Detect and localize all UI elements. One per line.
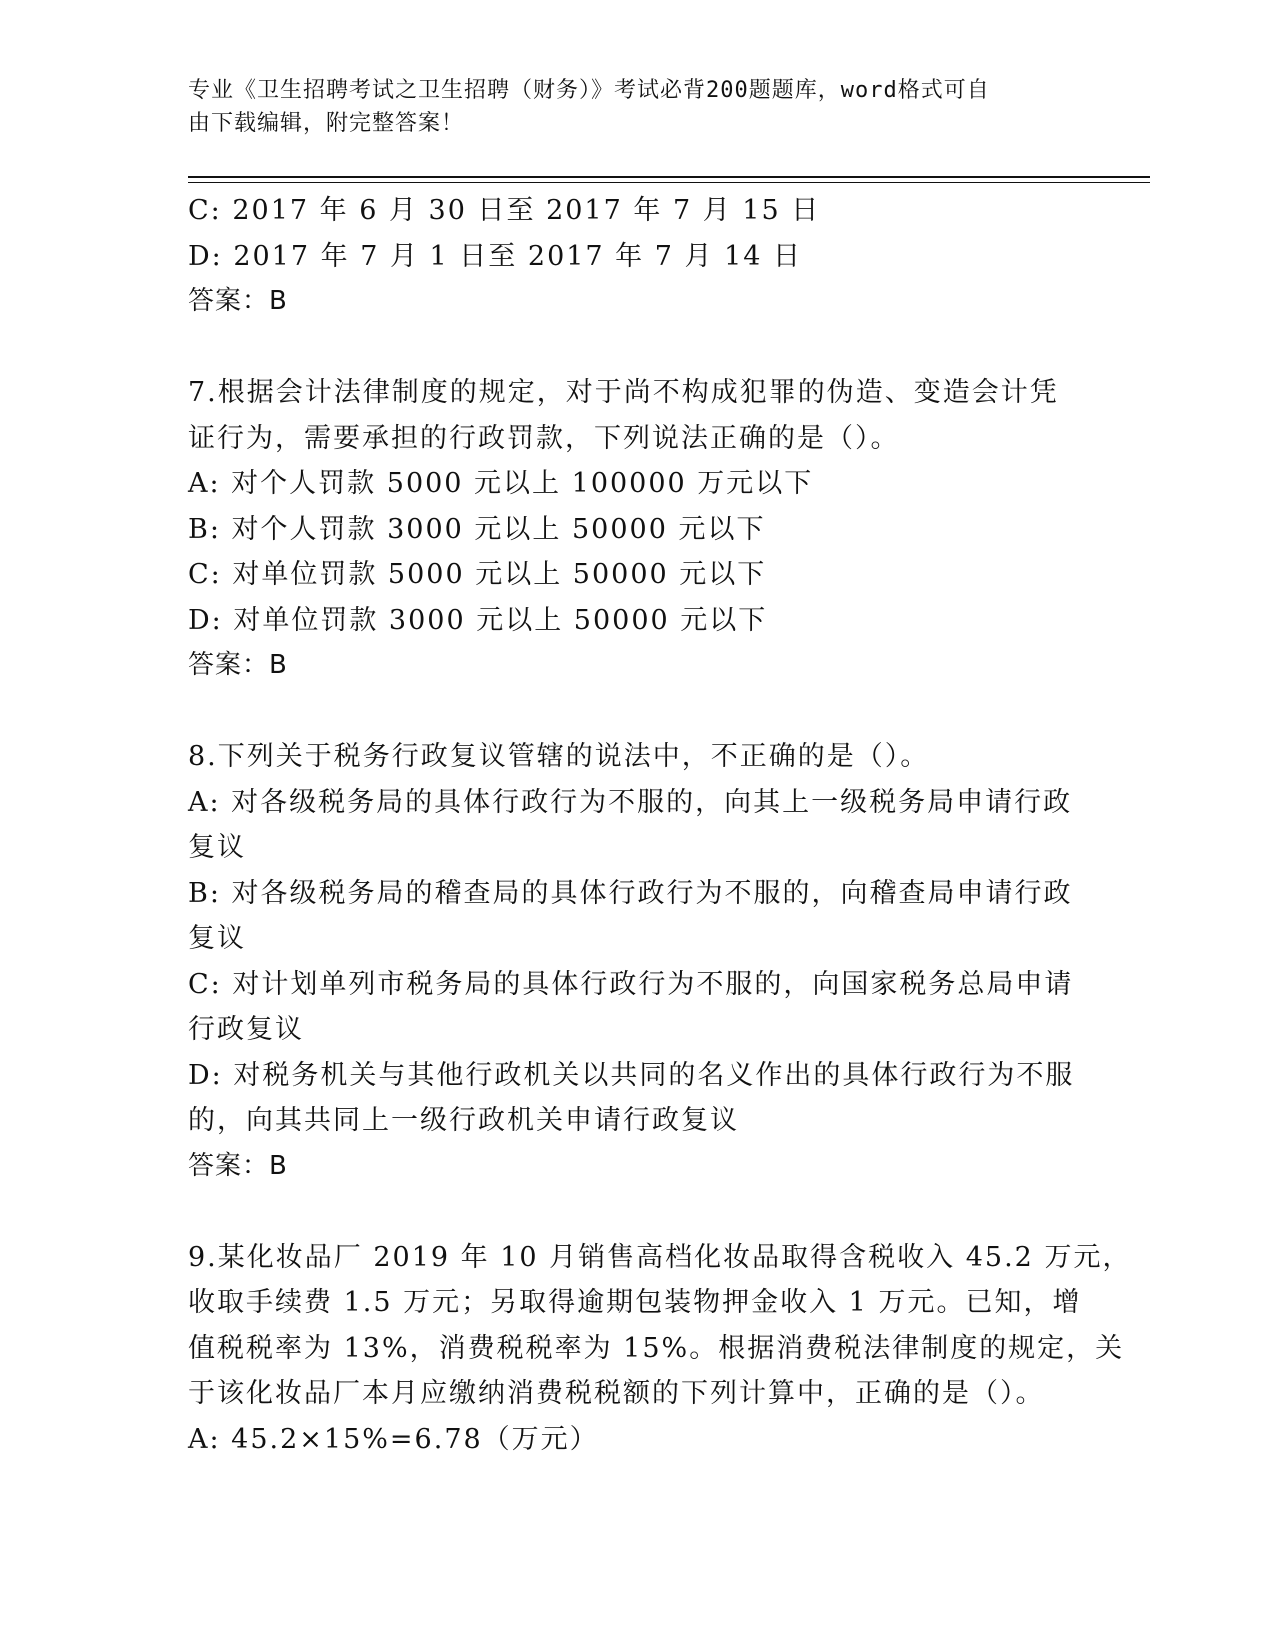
question-7 [188, 370, 1088, 689]
spacer [188, 325, 1088, 371]
header-line-1: 专业《卫生招聘考试之卫生招聘（财务）》考试必背200题题库，word格式可自 [188, 78, 990, 103]
q9-stem-line-2: 收取手续费 1.5 万元；另取得逾期包装物押金收入 1 万元。已知，增 [188, 1287, 1082, 1318]
question-6 [188, 188, 1088, 325]
q6-answer: 答案：B [188, 286, 288, 316]
header-divider-thick [188, 176, 1150, 178]
q7-option-c: C: 对单位罚款 5000 元以上 50000 元以下 [188, 559, 767, 590]
q7-stem-line-1: 7.根据会计法律制度的规定，对于尚不构成犯罪的伪造、变造会计凭 [188, 377, 1059, 408]
q8-option-a-line-2: 复议 [188, 832, 246, 863]
question-8 [188, 734, 1088, 1189]
document-header [188, 74, 1088, 140]
q6-option-d: D: 2017 年 7 月 1 日至 2017 年 7 月 14 日 [188, 240, 803, 272]
header-line-2: 由下载编辑，附完整答案！ [188, 111, 465, 136]
spacer [188, 1189, 1088, 1235]
spacer [188, 689, 1088, 735]
q8-option-b-line-2: 复议 [188, 923, 246, 954]
q7-answer: 答案：B [188, 650, 288, 680]
q8-option-d-line-1: D: 对税务机关与其他行政机关以共同的名义作出的具体行政行为不服 [188, 1059, 1075, 1091]
q9-stem-line-1: 9.某化妆品厂 2019 年 10 月销售高档化妆品取得含税收入 45.2 万元， [188, 1241, 1132, 1273]
q9-stem-line-3: 值税税率为 13%，消费税税率为 15%。根据消费税法律制度的规定，关 [188, 1332, 1125, 1364]
document-body [188, 188, 1132, 1462]
q9-stem-line-4: 于该化妆品厂本月应缴纳消费税税额的下列计算中，正确的是（）。 [188, 1378, 1045, 1409]
q7-option-a: A: 对个人罚款 5000 元以上 100000 万元以下 [188, 468, 814, 499]
q9-option-a: A: 45.2×15%=6.78（万元） [188, 1423, 599, 1455]
q8-option-b-line-1: B: 对各级税务局的稽查局的具体行政行为不服的，向稽查局申请行政 [188, 877, 1073, 909]
q8-option-d-line-2: 的，向其共同上一级行政机关申请行政复议 [188, 1105, 739, 1136]
question-9 [188, 1235, 1132, 1463]
q8-option-a-line-1: A: 对各级税务局的具体行政行为不服的，向其上一级税务局申请行政 [188, 786, 1073, 818]
q7-option-b: B: 对个人罚款 3000 元以上 50000 元以下 [188, 513, 766, 545]
q7-option-d: D: 对单位罚款 3000 元以上 50000 元以下 [188, 604, 768, 636]
q6-option-c: C: 2017 年 6 月 30 日至 2017 年 7 月 15 日 [188, 195, 821, 226]
header-divider-thin [188, 182, 1150, 183]
q8-stem: 8.下列关于税务行政复议管辖的说法中，不正确的是（）。 [188, 741, 930, 772]
q8-answer: 答案：B [188, 1150, 288, 1181]
q8-option-c-line-2: 行政复议 [188, 1014, 304, 1045]
q8-option-c-line-1: C: 对计划单列市税务局的具体行政行为不服的，向国家税务总局申请 [188, 968, 1074, 1000]
q7-stem-line-2: 证行为，需要承担的行政罚款，下列说法正确的是（）。 [188, 422, 900, 454]
